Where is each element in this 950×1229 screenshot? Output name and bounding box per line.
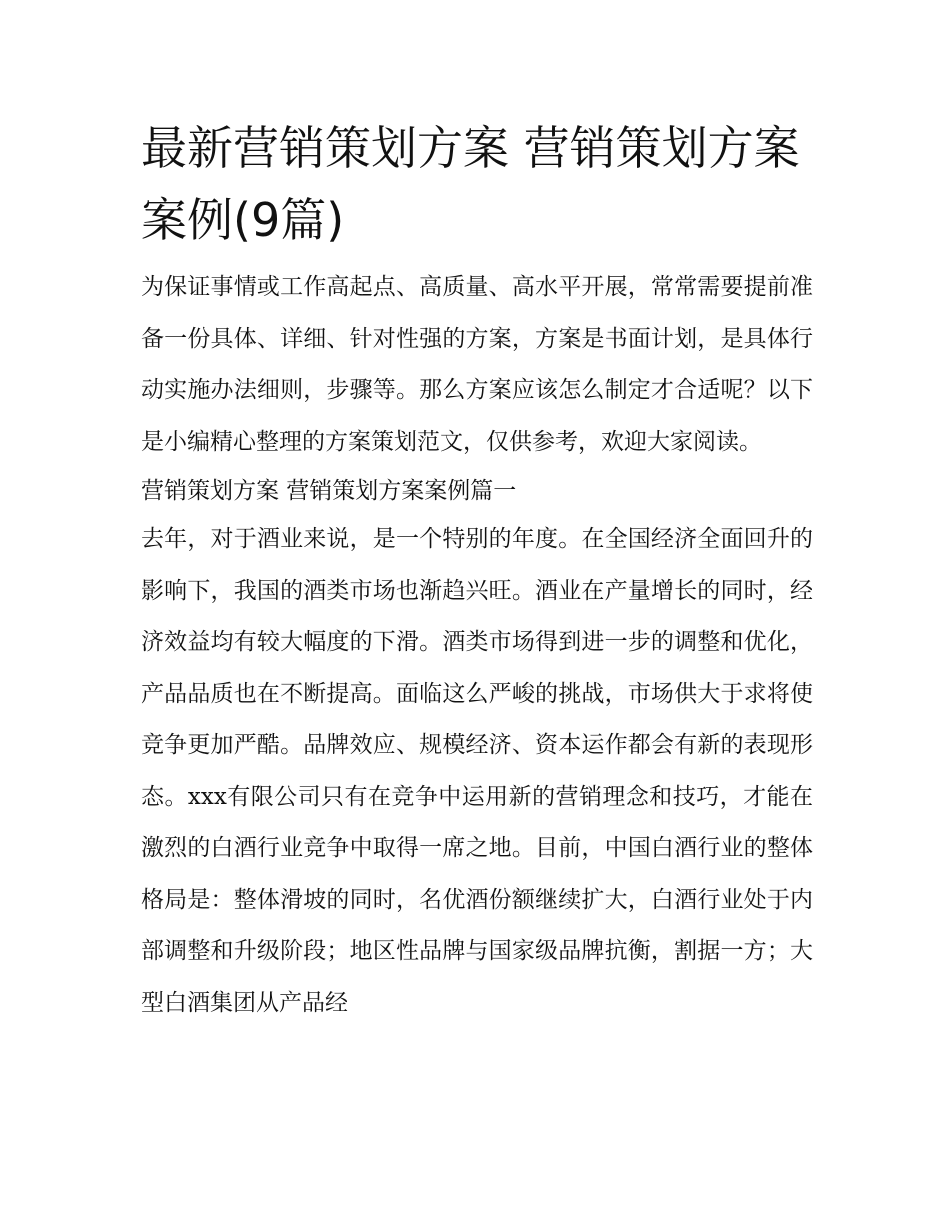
- intro-paragraph: 为保证事情或工作高起点、高质量、高水平开展，常常需要提前准备一份具体、详细、针对性强的方案，方案是书面计划，是具体行动实施办法细则，步骤等。那么方案应该怎么制定才合适呢？以下是小编精心整理的方案策划范文，仅供参考，欢迎大家阅读。: [141, 274, 813, 455]
- document-content: [141, 112, 813, 1029]
- document-title: 最新营销策划方案 营销策划方案案例(9篇): [141, 121, 800, 247]
- body-paragraph: 去年，对于酒业来说，是一个特别的年度。在全国经济全面回升的影响下，我国的酒类市场也渐趋兴旺。酒业在产量增长的同时，经济效益均有较大幅度的下滑。酒类市场得到进一步的调整和优化，产品品质也在不断提高。面临这么严峻的挑战，市场供大于求将使竞争更加严酷。品牌效应、规模经济、资本运作都会有新的表现形态。xxx有限公司只有在竞争中运用新的营销理念和技巧，才能在激烈的白酒行业竞争中取得一席之地。目前，中国白酒行业的整体格局是：整体滑坡的同时，名优酒份额继续扩大，白酒行业处于内部调整和升级阶段；地区性品牌与国家级品牌抗衡，割据一方；大型白酒集团从产品经: [141, 526, 813, 1016]
- section-heading: 营销策划方案 营销策划方案案例篇一: [141, 478, 517, 504]
